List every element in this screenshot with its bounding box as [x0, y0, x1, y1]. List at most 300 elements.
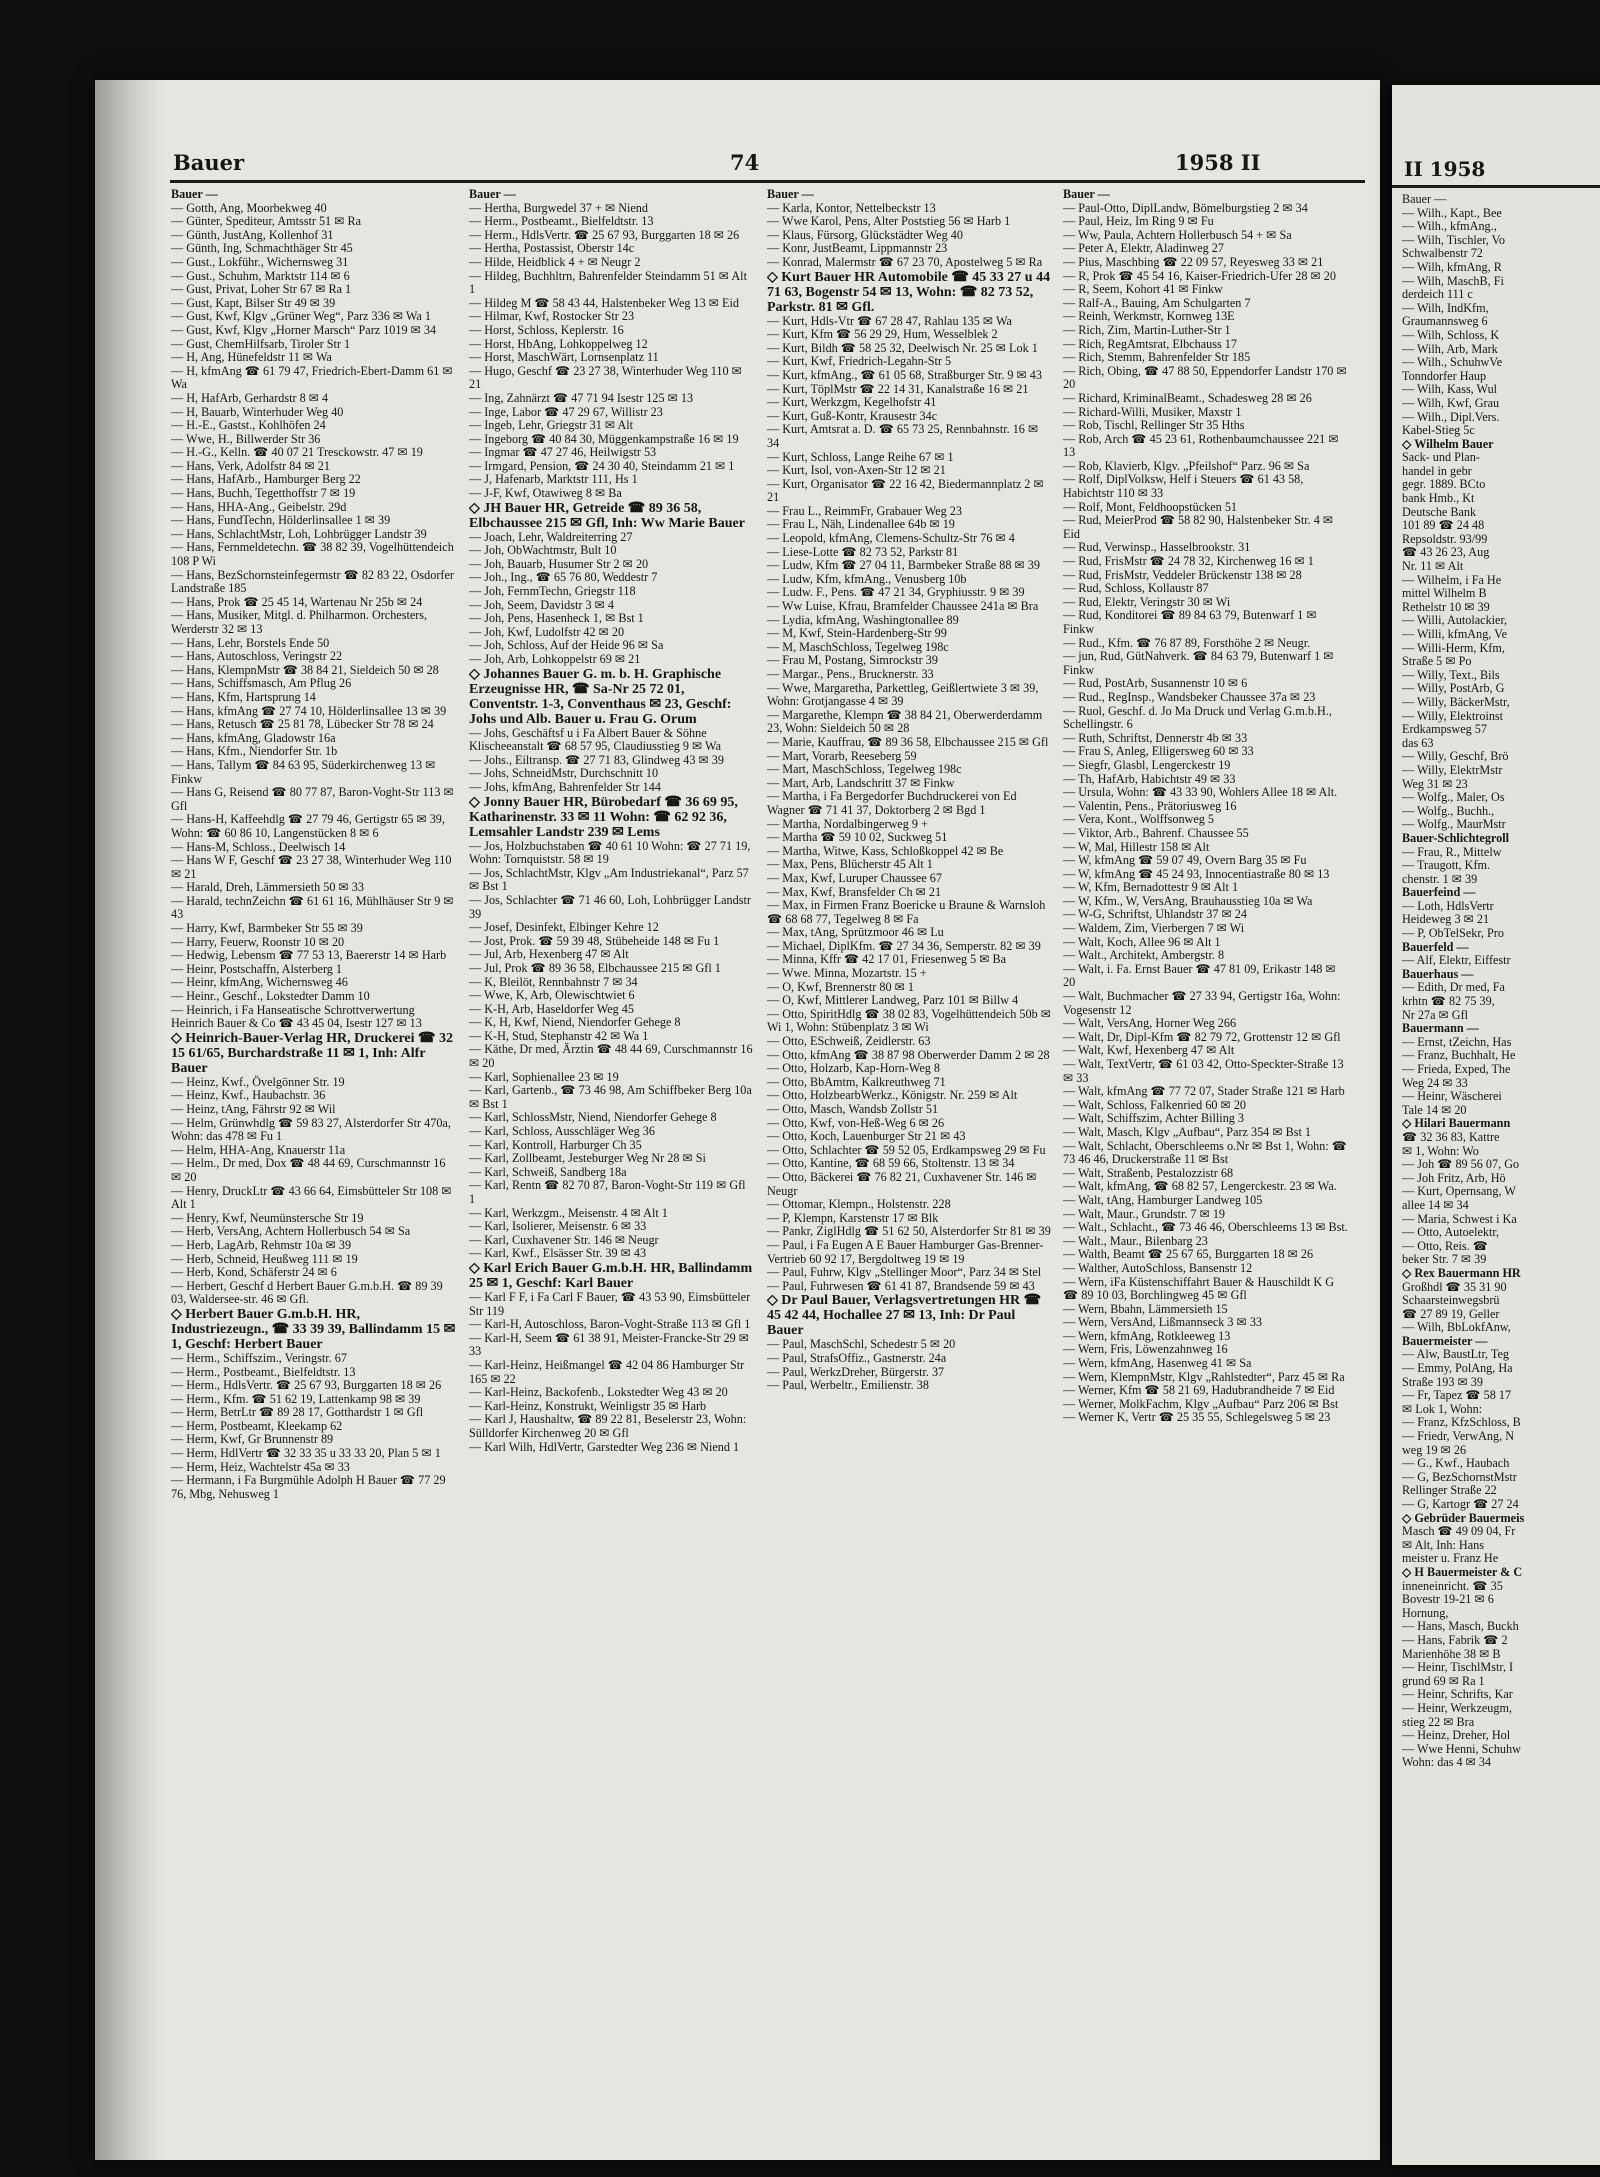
directory-entry: — H, Ang, Hünefeldstr 11 ✉ Wa [171, 350, 332, 365]
directory-entry: — Hans, kfmAng ☎ 27 74 10, Hölderlinsallee 13 ✉ 39 [171, 703, 447, 718]
column-head: Bauer — [469, 188, 516, 201]
directory-entry: — Kurt, Kfm ☎ 56 29 29, Hum, Wesselblek 2 [767, 327, 998, 342]
directory-entry: — Joh, Seem, Davidstr 3 ✉ 4 [469, 597, 614, 612]
directory-entry: — Franz, KfzSchloss, B [1402, 1415, 1521, 1430]
directory-entry: — Konrad, Malermstr ☎ 67 23 70, Apostelweg 5 ✉ Ra [767, 254, 1043, 269]
directory-entry: Deutsche Bank [1402, 504, 1477, 519]
directory-entry: — Joh, Pens, Hasenheck 1, ✉ Bst 1 [469, 611, 644, 626]
directory-entry: Weg 24 ✉ 33 [1402, 1075, 1468, 1090]
directory-entry: — Kurt, Isol, von-Axen-Str 12 ✉ 21 [767, 463, 946, 478]
directory-entry: — Herb, Schneid, Heußweg 111 ✉ 19 [171, 1251, 358, 1266]
column-head: Bauer — [767, 188, 814, 201]
directory-entry: — Kurt, kfmAng., ☎ 61 05 68, Straßburger Str. 9 ✉ 43 [767, 367, 1042, 382]
directory-entry: — Rich, Zim, Martin-Luther-Str 1 [1063, 322, 1231, 337]
directory-entry: — Herm, Postbeamt, Kleekamp 62 [171, 1418, 343, 1433]
directory-entry: — Walt, Dr, Dipl-Kfm ☎ 82 79 72, Grottenstr 12 ✉ Gfl [1063, 1029, 1341, 1044]
directory-entry: — Gust, Kapt, Bilser Str 49 ✉ 39 [171, 295, 336, 310]
directory-entry: Rethelstr 10 ✉ 39 [1402, 599, 1490, 614]
directory-entry: — Walt, Maur., Grundstr. 7 ✉ 19 [1063, 1206, 1226, 1221]
directory-entry: — Willy, ElektrMstr [1402, 762, 1503, 777]
directory-entry: — Rud, MeierProd ☎ 58 82 90, Halstenbeker Str. 4 ✉ Eid [1063, 513, 1334, 541]
directory-entry: — Ingeb, Lehr, Griegstr 31 ✉ Alt [469, 418, 634, 433]
directory-entry: — Heinr, Schrifts, Kar [1402, 1687, 1513, 1702]
directory-entry: — Walt., Architekt, Ambergstr. 8 [1063, 948, 1225, 963]
directory-entry: — Hans, SchlachtMstr, Loh, Lohbrügger Landstr 39 [171, 526, 427, 541]
directory-entry: Großhdl ☎ 35 31 90 [1402, 1279, 1507, 1294]
directory-entry: ◇ Karl Erich Bauer G.m.b.H. HR, Ballindamm 25 ✉ 1, Geschf: Karl Bauer [469, 1260, 753, 1291]
directory-entry: — K-H, Stud, Stephanstr 42 ✉ Wa 1 [469, 1028, 649, 1043]
column-1 [171, 188, 456, 2148]
directory-entry: — Hans, Autoschloss, Veringstr 22 [171, 649, 343, 664]
directory-entry: — Paul, MaschSchl, Schedestr 5 ✉ 20 [767, 1337, 956, 1352]
directory-entry: — Leopold, kfmAng, Clemens-Schultz-Str 76 ✉ 4 [767, 531, 1015, 546]
directory-entry: — Walt., Maur., Bilenbarg 23 [1063, 1233, 1208, 1248]
directory-entry: — Paul, WerkzDreher, Bürgerstr. 37 [767, 1364, 945, 1379]
directory-entry: — Karl, Rentn ☎ 82 70 87, Baron-Voght-Str 119 ✉ Gfl 1 [469, 1178, 746, 1206]
directory-entry: — M, MaschSchloss, Tegelweg 198c [767, 639, 949, 654]
directory-entry: derdeich 111 c [1402, 287, 1473, 302]
directory-entry: — Frau L, Näh, Lindenallee 64b ✉ 19 [767, 517, 955, 532]
directory-entry: — Hans, BezSchornsteinfegermstr ☎ 82 83 22, Osdorfer Landstraße 185 [171, 567, 454, 596]
directory-entry: — Hans, Lehr, Borstels Ende 50 [171, 635, 330, 650]
directory-entry: — Waldem, Zim, Vierbergen 7 ✉ Wi [1063, 921, 1245, 936]
directory-entry: — Karl-Heinz, Heißmangel ☎ 42 04 86 Hamburger Str 165 ✉ 22 [469, 1357, 745, 1386]
directory-entry: — Rud, Konditorei ☎ 89 84 63 79, Butenwarf 1 ✉ Finkw [1063, 608, 1317, 636]
directory-entry: — Werner, Kfm ☎ 58 21 69, Hadubrandheide 7 ✉ Eid [1063, 1383, 1335, 1398]
directory-entry: — K, H, Kwf, Niend, Niendorfer Gehege 8 [469, 1015, 681, 1030]
directory-entry: — Günth, Ing, Schmachthäger Str 45 [171, 241, 353, 256]
directory-entry: — Wilh, BbLokfAnw, [1402, 1320, 1511, 1335]
directory-entry: — Horst, MaschWärt, Lornsenplatz 11 [469, 350, 659, 365]
directory-entry: — Hans, HafArb., Hamburger Berg 22 [171, 472, 361, 487]
directory-entry: — Otto, Kantine, ☎ 68 59 66, Stoltenstr. 13 ✉ 34 [767, 1156, 1015, 1171]
directory-entry: — Wilh, Kwf, Grau [1402, 395, 1500, 410]
directory-entry: — Liese-Lotte ☎ 82 73 52, Parkstr 81 [767, 544, 959, 559]
directory-entry: — Hans G, Reisend ☎ 80 77 87, Baron-Voght-Str 113 ✉ Gfl [171, 785, 454, 813]
directory-entry: — H, HafArb, Gerhardstr 8 ✉ 4 [171, 390, 329, 405]
directory-entry: — Martha, i Fa Bergedorfer Buchdruckerei von Ed Wagner ☎ 71 41 37, Doktorberg 2 ✉ Bgd 1 [767, 789, 1017, 817]
directory-entry: meister u. Franz He [1402, 1551, 1499, 1566]
directory-entry: Repsoldstr. 93/99 [1402, 531, 1488, 546]
directory-entry: — Wolfg., Buchh., [1402, 803, 1495, 818]
directory-entry: Schwalbenstr 72 [1402, 246, 1483, 261]
directory-entry: — Otto, SpiritHdlg ☎ 38 02 83, Vogelhüttendeich 50b ✉ Wi 1, Wohn: Stübenplatz 3 ✉ Wi [767, 1006, 1051, 1035]
directory-entry: — Hans, HHA-Ang., Geibelstr. 29d [171, 499, 347, 514]
directory-entry: — Kurt, TöplMstr ☎ 22 14 31, Kanalstraße 16 ✉ 21 [767, 381, 1029, 396]
directory-entry: — Walt, Masch, Klgv „Aufbau“, Parz 354 ✉ Bst 1 [1063, 1124, 1311, 1139]
directory-entry: — Willy, PostArb, G [1402, 681, 1505, 696]
directory-entry: — Gust, Kwf, Klgv „Grüner Weg“, Parz 336 ✉ Wa 1 [171, 309, 431, 324]
directory-entry: — Heinr, Werkzeugm, [1402, 1700, 1512, 1715]
directory-entry: — Rud, Elektr, Veringstr 30 ✉ Wi [1063, 594, 1231, 609]
directory-entry: — Karl, SchlossMstr, Niend, Niendorfer Gehege 8 [469, 1110, 717, 1125]
directory-entry: ◇ Heinrich-Bauer-Verlag HR, Druckerei ☎ 32 15 61/65, Burchardstraße 11 ✉ 1, Inh: Alfr Bauer [171, 1030, 453, 1076]
directory-entry: — Hertha, Postassist, Oberstr 14c [469, 241, 635, 256]
running-head-name: Bauer [173, 150, 245, 175]
directory-entry: — Walt, Straßenb, Pestalozzistr 68 [1063, 1165, 1234, 1180]
directory-entry: — Frieda, Exped, The [1402, 1062, 1511, 1076]
directory-entry: — Kurt, Organisator ☎ 22 16 42, Biedermannplatz 2 ✉ 21 [767, 476, 1044, 505]
directory-entry: weg 19 ✉ 26 [1402, 1442, 1467, 1457]
column-head: Bauer — [1063, 188, 1110, 201]
directory-entry: — Rob, Arch ☎ 45 23 61, Rothenbaumchaussee 221 ✉ 13 [1063, 431, 1339, 460]
directory-entry: — Hans, Musiker, Mitgl. d. Philharmon. Orchesters, Werderstr 32 ✉ 13 [171, 608, 428, 636]
directory-entry: — Martha, Witwe, Kass, Schloßkoppel 42 ✉ Be [767, 843, 1004, 858]
directory-entry: — Hildeg M ☎ 58 43 44, Halstenbeker Weg 13 ✉ Eid [469, 295, 739, 310]
directory-entry: — Walt, Schlacht, Oberschleems o.Nr ✉ Bst 1, Wohn: ☎ 73 46 46, Druckerstraße 11 ✉ Bst [1063, 1138, 1347, 1167]
directory-entry: — Kurt, Hdls-Vtr ☎ 67 28 47, Rahlau 135 ✉ Wa [767, 313, 1012, 328]
directory-entry: — Ruol, Geschf. d. Jo Ma Druck und Verlag G.m.b.H., Schellingstr. 6 [1063, 703, 1332, 732]
directory-entry: — Kurt, Kwf, Friedrich-Legahn-Str 5 [767, 354, 952, 369]
directory-entry: — Heinrich, i Fa Hanseatische Schrottverwertung Heinrich Bauer & Co ☎ 43 45 04, Isestr 127 ✉ 13 [171, 1002, 422, 1031]
page-gutter-shadow [95, 80, 165, 2160]
directory-entry: — H, kfmAng ☎ 61 79 47, Friedrich-Ebert-Damm 61 ✉ Wa [171, 363, 453, 392]
directory-entry: — Wern, Bbahn, Lämmersieth 15 [1063, 1301, 1228, 1316]
directory-entry: — Karla, Kontor, Nettelbeckstr 13 [767, 200, 936, 215]
directory-entry: — Kurt, Opernsang, W [1402, 1184, 1516, 1199]
directory-entry: — Joach, Lehr, Waldreiterring 27 [469, 529, 633, 544]
directory-entry: — Wilh, MaschB, Fi [1402, 273, 1504, 288]
directory-entry: — Herb, LagArb, Rehmstr 10a ✉ 39 [171, 1237, 352, 1252]
directory-entry: Bauerfeind — [1402, 885, 1476, 900]
directory-entry: — Ludw, Kfm, kfmAng., Venusberg 10b [767, 571, 967, 586]
directory-entry: Bauermann — [1402, 1021, 1479, 1036]
directory-entry: — Heinr, Postschaffn, Alsterberg 1 [171, 961, 343, 976]
directory-entry: — Herm., HdlsVertr. ☎ 25 67 93, Burggarten 18 ✉ 26 [171, 1378, 442, 1393]
directory-entry: — Herm, HdlVertr ☎ 32 33 35 u 33 33 20, Plan 5 ✉ 1 [171, 1446, 441, 1461]
directory-entry: — Willy, Geschf, Brö [1402, 749, 1509, 764]
directory-entry: — Wilh, kfmAng, R [1402, 259, 1502, 274]
directory-entry: — Joh, ObWachtmstr, Bult 10 [469, 543, 617, 558]
directory-entry: — Willi-Herm, Kfm, [1402, 640, 1505, 655]
directory-entry: — Karl Wilh, HdlVertr, Garstedter Weg 236 ✉ Niend 1 [469, 1439, 740, 1454]
directory-entry: Straße 5 ✉ Po [1402, 654, 1472, 669]
directory-entry: — Wern, iFa Küstenschiffahrt Bauer & Hauschildt K G ☎ 89 10 03, Borchlingweg 45 ✉ Gfl [1063, 1274, 1335, 1303]
directory-entry: — Friedr, VerwAng, N [1402, 1429, 1515, 1444]
directory-entry: — Vera, Kont., Wolffsonweg 5 [1063, 812, 1215, 827]
directory-entry: — Henry, Kwf, Neumünstersche Str 19 [171, 1210, 364, 1225]
directory-entry: — G, Kartogr ☎ 27 24 [1402, 1497, 1519, 1511]
directory-entry: — Käthe, Dr med, Ärztin ☎ 48 44 69, Curschmannstr 16 ✉ 20 [469, 1042, 753, 1071]
directory-entry: — Willy, BäckerMstr, [1402, 694, 1510, 709]
directory-entry: Rellinger Straße 22 [1402, 1483, 1497, 1498]
directory-entry: Bauermeister — [1402, 1333, 1488, 1348]
directory-entry: — Harry, Feuerw, Roonstr 10 ✉ 20 [171, 934, 345, 949]
directory-entry: — Herm., Postbeamt., Bielfeldtstr. 13 [469, 214, 654, 229]
directory-entry: — Karl, Werkzgm., Meisenstr. 4 ✉ Alt 1 [469, 1205, 668, 1220]
directory-entry: — Inge, Labor ☎ 47 29 67, Willistr 23 [469, 404, 663, 419]
directory-entry: das 63 [1402, 735, 1434, 750]
directory-entry: — Walt, Koch, Allee 96 ✉ Alt 1 [1063, 934, 1221, 949]
directory-entry: — Hans, KlempnMstr ☎ 38 84 21, Sieldeich 50 ✉ 28 [171, 662, 439, 677]
directory-entry: gegr. 1889. BCto [1402, 477, 1486, 492]
directory-entry: — Karl, Schweiß, Sandberg 18a [469, 1164, 627, 1179]
directory-entry: — Hans, Masch, Buckh [1402, 1619, 1519, 1634]
directory-entry: — Max, in Firmen Franz Boericke u Braune & Warnsloh ☎ 68 68 77, Tegelweg 8 ✉ Fa [767, 898, 1046, 926]
directory-entry: — H, Bauarb, Winterhuder Weg 40 [171, 404, 344, 419]
directory-entry: — Karl-Heinz, Backofenb., Lokstedter Weg 43 ✉ 20 [469, 1385, 728, 1400]
directory-entry: ◇ Johannes Bauer G. m. b. H. Graphische Erzeugnisse HR, ☎ Sa-Nr 25 72 01, Conventstr. 1-3, Conventhaus ✉ 23, Geschf: Johs und Alb. Bauer u. Frau G. Orum [469, 666, 732, 727]
directory-entry: — Helm., Dr med, Dox ☎ 48 44 69, Curschmannstr 16 ✉ 20 [171, 1156, 446, 1184]
directory-entry: — Hans, Verk, Adolfstr 84 ✉ 21 [171, 458, 330, 473]
directory-entry: Tale 14 ✉ 20 [1402, 1102, 1467, 1117]
directory-entry: — Otto, HolzbearbWerkz., Königstr. Nr. 259 ✉ Alt [767, 1088, 1018, 1103]
directory-entry: — Franz, Buchhalt, He [1402, 1048, 1516, 1063]
directory-entry: ☎ 27 89 19, Geller [1402, 1306, 1500, 1321]
directory-entry: ◇ Wilhelm Bauer [1402, 436, 1494, 451]
directory-entry: 101 89 ☎ 24 48 [1402, 518, 1485, 533]
directory-entry: — Frau M, Postang, Simrockstr 39 [767, 653, 938, 668]
directory-entry: — Paul-Otto, DiplLandw, Bömelburgstieg 2 ✉ 34 [1063, 200, 1308, 215]
column-2 [469, 188, 754, 2148]
directory-entry: ☎ 43 26 23, Aug [1402, 545, 1490, 560]
directory-entry: — R, Prok ☎ 45 54 16, Kaiser-Friedrich-Ufer 28 ✉ 20 [1063, 268, 1336, 283]
directory-entry: — Horst, Schloss, Keplerstr. 16 [469, 322, 624, 337]
directory-entry: — Margar., Pens., Brucknerstr. 33 [767, 667, 934, 681]
directory-entry: — Kurt, Werkzgm, Kegelhofstr 41 [767, 395, 937, 410]
directory-entry: — Walt, Buchmacher ☎ 27 33 94, Gertigstr 16a, Wohn: Vogesenstr 12 [1063, 989, 1341, 1017]
directory-entry: — Walther, AutoSchloss, Bansenstr 12 [1063, 1260, 1253, 1275]
directory-entry: — Frau S, Anleg, Elligersweg 60 ✉ 33 [1063, 744, 1254, 759]
directory-entry: — Rud, Schloss, Kollaustr 87 [1063, 581, 1209, 596]
directory-entry: — Wern, kfmAng, Hasenweg 41 ✉ Sa [1063, 1356, 1252, 1371]
directory-entry: — G, BezSchornstMstr [1402, 1469, 1517, 1484]
directory-entry: — Otto, Masch, Wandsb Zollstr 51 [767, 1102, 939, 1116]
directory-entry: — Rob, Klavierb, Klgv. „Pfeilshof“ Parz. 96 ✉ Sa [1063, 458, 1310, 473]
directory-entry: — Herm., HdlsVertr. ☎ 25 67 93, Burggarten 18 ✉ 26 [469, 227, 740, 242]
page-number: 74 [730, 150, 760, 175]
directory-entry: — Joh, Schloss, Auf der Heide 96 ✉ Sa [469, 638, 664, 653]
directory-entry: — Marie, Kauffrau, ☎ 89 36 58, Elbchaussee 215 ✉ Gfl [767, 734, 1049, 749]
directory-entry: — Joh Fritz, Arb, Hö [1402, 1170, 1506, 1185]
directory-entry: — Rud., RegInsp., Wandsbeker Chaussee 37a ✉ 23 [1063, 689, 1316, 704]
directory-entry: — Gust., Lokführ., Wichernsweg 31 [171, 254, 349, 269]
directory-entry: — Rolf, DiplVolksw, Helf i Steuers ☎ 61 43 58, Habichtstr 110 ✉ 33 [1063, 472, 1304, 501]
directory-entry: — Peter A, Elektr, Aladinweg 27 [1063, 241, 1224, 256]
directory-entry: handel in gebr [1402, 463, 1472, 478]
directory-entry: ✉ Lok 1, Wohn: [1402, 1401, 1483, 1416]
directory-entry: — Kurt, Amtsrat a. D. ☎ 65 73 25, Rennbahnstr. 16 ✉ 34 [767, 422, 1039, 450]
directory-entry: — J-F, Kwf, Otawiweg 8 ✉ Ba [469, 486, 622, 501]
column-head: Bauer — [171, 188, 218, 201]
directory-entry: — Walt., Schlacht., ☎ 73 46 46, Oberschleems 13 ✉ Bst. [1063, 1220, 1348, 1235]
directory-entry: — Herb, VersAng, Achtern Hollerbusch 54 ✉ Sa [171, 1224, 411, 1239]
directory-entry: Kabel-Stieg 5c [1402, 423, 1475, 438]
directory-entry: — Karl, Kwf., Elsässer Str. 39 ✉ 43 [469, 1246, 647, 1261]
directory-entry: — Rich, Obing, ☎ 47 88 50, Eppendorfer Landstr 170 ✉ 20 [1063, 363, 1347, 392]
directory-entry: — Heinr, kfmAng, Wichernsweg 46 [171, 975, 348, 990]
directory-entry: — Rud, FrisMstr ☎ 24 78 32, Kirchenweg 16 ✉ 1 [1063, 554, 1314, 569]
directory-entry: — Harald, technZeichn ☎ 61 61 16, Mühlhäuser Str 9 ✉ 43 [171, 893, 454, 922]
right-column [1402, 193, 1600, 2153]
directory-entry: — Joh, Bauarb, Husumer Str 2 ✉ 20 [469, 556, 649, 571]
directory-entry: — Paul, i Fa Eugen A E Bauer Hamburger Gas-Brenner-Vertrieb 60 92 17, Bergdoltweg 19 ✉ 19 [767, 1237, 1044, 1266]
directory-entry: Schaarsteinwegsbrü [1402, 1293, 1500, 1308]
directory-entry: — W-G, Schriftst, Uhlandstr 37 ✉ 24 [1063, 907, 1247, 922]
directory-entry: Nr 27a ✉ Gfl [1402, 1007, 1469, 1022]
directory-entry: ◇ Gebrüder Bauermeis [1402, 1510, 1525, 1525]
directory-entry: Erdkampsweg 57 [1402, 722, 1487, 737]
directory-entry: — Minna, Kffr ☎ 42 17 01, Friesenweg 5 ✉ Ba [767, 952, 1007, 967]
directory-entry: — Herbert, Geschf d Herbert Bauer G.m.b.H. ☎ 89 39 03, Waldersee-str. 46 ✉ Gfl. [171, 1278, 443, 1307]
directory-entry: ◇ Rex Bauermann HR [1402, 1265, 1521, 1280]
directory-entry: ◇ Dr Paul Bauer, Verlagsvertretungen HR ☎ 45 42 44, Hochallee 27 ✉ 13, Inh: Dr Paul Bauer [767, 1293, 1042, 1339]
directory-entry: — Herm., Kfm. ☎ 51 62 19, Lattenkamp 98 ✉ 39 [171, 1391, 421, 1406]
directory-entry: — Konr, JustBeamt, Lippmannstr 23 [767, 241, 948, 256]
directory-entry: — Karl, Kontroll, Harburger Ch 35 [469, 1137, 642, 1152]
directory-entry: — Willy, Text., Bils [1402, 667, 1500, 682]
directory-entry: — Henry, DruckLtr ☎ 43 66 64, Eimsbütteler Str 108 ✉ Alt 1 [171, 1183, 452, 1212]
directory-entry: — Hans-H, Kaffeehdlg ☎ 27 79 46, Gertigstr 65 ✉ 39, Wohn: ☎ 60 86 10, Langenstücken 8 ✉ 6 [171, 812, 445, 840]
directory-entry: — Hans, Tallym ☎ 84 63 95, Süderkirchenweg 13 ✉ Finkw [171, 757, 436, 786]
right-running-head: II 1958 [1404, 157, 1486, 181]
directory-entry: — Wern, KlempnMstr, Klgv „Rahlstedter“, Parz 45 ✉ Ra [1063, 1369, 1345, 1384]
running-head-year: 1958 II [1175, 150, 1261, 175]
directory-entry: — Harald, Dreh, Lämmersieth 50 ✉ 33 [171, 880, 364, 895]
directory-entry: — Reinh, Werkmstr, Kornweg 13E [1063, 309, 1235, 324]
directory-entry: — P, Klempn, Karstenstr 17 ✉ Blk [767, 1210, 939, 1225]
directory-entry: — Karl, Cuxhavener Str. 146 ✉ Neugr [469, 1232, 659, 1247]
directory-entry: — Th, HafArb, Habichtstr 49 ✉ 33 [1063, 771, 1236, 786]
directory-entry: — Karl, Zollbeamt, Jesteburger Weg Nr 28 ✉ Si [469, 1151, 706, 1166]
directory-entry: — Willi, kfmAng, Ve [1402, 627, 1508, 641]
directory-entry: Tonndorfer Haup [1402, 368, 1487, 383]
directory-entry: — Rich, Stemm, Bahrenfelder Str 185 [1063, 350, 1251, 365]
directory-entry: — G., Kwf., Haubach [1402, 1456, 1510, 1471]
directory-entry: — Walt, kfmAng, ☎ 68 82 57, Lengerckestr. 23 ✉ Wa. [1063, 1179, 1337, 1194]
directory-entry: — Otto, BbAmtm, Kalkreuthweg 71 [767, 1074, 946, 1089]
directory-entry: — Fr, Tapez ☎ 58 17 [1402, 1388, 1512, 1403]
directory-entry: chenstr. 1 ✉ 39 [1402, 871, 1478, 886]
directory-entry: — Ruth, Schriftst, Dennerstr 4b ✉ 33 [1063, 730, 1248, 745]
directory-entry: krhtn ☎ 82 75 39, [1402, 994, 1495, 1009]
directory-entry: — W, Kfm, Bernadottestr 9 ✉ Alt 1 [1063, 880, 1239, 895]
left-page [95, 80, 1380, 2160]
directory-entry: bank Hmb., Kt [1402, 491, 1475, 506]
directory-entry: — Frau L., ReimmFr, Grabauer Weg 23 [767, 503, 962, 518]
directory-entry: — Johs, kfmAng, Bahrenfelder Str 144 [469, 779, 661, 794]
directory-entry: — Paul, Fuhrwesen ☎ 61 41 87, Brandsende 59 ✉ 43 [767, 1278, 1035, 1293]
directory-entry: — Lydia, kfmAng, Washingtonallee 89 [767, 612, 959, 627]
directory-entry: — Traugott, Kfm. [1402, 858, 1491, 873]
directory-entry: Hornung, [1402, 1605, 1449, 1620]
directory-entry: — Wilh., SchuhwVe [1402, 355, 1503, 370]
directory-entry: — Wern, kfmAng, Rotkleeweg 13 [1063, 1328, 1231, 1343]
directory-entry: — Joh ☎ 89 56 07, Go [1402, 1157, 1520, 1172]
directory-entry: — Martha ☎ 59 10 02, Suckweg 51 [767, 830, 948, 845]
directory-entry: — Wwe, H., Billwerder Str 36 [171, 431, 321, 446]
directory-entry: — Heinr, TischlMstr, I [1402, 1660, 1514, 1675]
directory-entry: — Heinz, Kwf., Övelgönner Str. 19 [171, 1074, 345, 1089]
directory-entry: Sack- und Plan- [1402, 450, 1480, 465]
directory-entry: — Wilhelm, i Fa He [1402, 572, 1502, 587]
directory-entry: — Herm, BetrLtr ☎ 89 28 17, Gotthardstr 1 ✉ Gfl [171, 1405, 424, 1420]
column-4 [1063, 188, 1348, 2148]
directory-entry: — Joh, Kwf, Ludolfstr 42 ✉ 20 [469, 624, 625, 639]
directory-entry: — Walt, Schiffszim, Achter Billing 3 [1063, 1111, 1245, 1126]
directory-entry: — jun, Rud, GütNahverk. ☎ 84 63 79, Butenwarf 1 ✉ Finkw [1063, 649, 1334, 677]
directory-entry: — Josef, Desinfekt, Elbinger Kehre 12 [469, 920, 659, 935]
directory-entry: — Otto, Schlachter ☎ 59 52 05, Erdkampsweg 29 ✉ Fu [767, 1142, 1046, 1157]
directory-entry: Weg 31 ✉ 23 [1402, 776, 1468, 791]
directory-entry: — Günter, Spediteur, Amtsstr 51 ✉ Ra [171, 214, 361, 229]
directory-entry: — Karl F F, i Fa Carl F Bauer, ☎ 43 53 90, Eimsbütteler Str 119 [469, 1289, 751, 1318]
directory-entry: Marienhöhe 38 ✉ B [1402, 1646, 1501, 1661]
directory-entry: — Heinr, Wäscherei [1402, 1089, 1502, 1104]
directory-entry: — Hilmar, Kwf, Rostocker Str 23 [469, 309, 635, 324]
directory-entry: — Hertha, Burgwedel 37 + ✉ Niend [469, 200, 648, 215]
column-3 [767, 188, 1052, 2148]
directory-entry: — Wilh, IndKfm, [1402, 300, 1489, 315]
directory-entry: — K, Bleilöt, Rennbahnstr 7 ✉ 34 [469, 974, 638, 989]
directory-entry: — Rob, Tischl, Rellinger Str 35 Hths [1063, 418, 1245, 433]
directory-entry: — Hans, Schiffsmasch, Am Pflug 26 [171, 676, 352, 691]
directory-entry: — Heinz, Dreher, Hol [1402, 1728, 1511, 1743]
directory-entry: — Karl J, Haushaltw, ☎ 89 22 81, Beselerstr 23, Wohn: Sülldorfer Kirchenweg 20 ✉ Gfl [469, 1412, 747, 1440]
directory-entry: — Otto, Holzarb, Kap-Horn-Weg 8 [767, 1061, 940, 1076]
directory-entry: — Max, Pens, Blücherstr 45 Alt 1 [767, 857, 933, 872]
directory-entry: — Wilh, Tischler, Vo [1402, 232, 1505, 247]
directory-entry: — Pius, Maschbing ☎ 22 09 57, Reyesweg 33 ✉ 21 [1063, 254, 1324, 269]
directory-entry: — Wilh, Schloss, K [1402, 327, 1500, 342]
directory-entry: — W, Kfm., W, VersAng, Brauhausstieg 10a ✉ Wa [1063, 893, 1313, 908]
directory-entry: — Max, Kwf, Luruper Chaussee 67 [767, 870, 942, 885]
directory-entry: — Herb, Kond, Schäferstr 24 ✉ 6 [171, 1265, 337, 1280]
directory-entry: — Heinz, Kwf., Haubachstr. 36 [171, 1088, 326, 1103]
directory-entry: — Wilh, Arb, Mark [1402, 341, 1498, 356]
directory-entry: — Wilh., Dipl.Vers. [1402, 409, 1500, 424]
directory-entry: — Ludw, Kfm ☎ 27 04 11, Barmbeker Straße 88 ✉ 39 [767, 558, 1040, 573]
directory-entry: allee 14 ✉ 34 [1402, 1197, 1469, 1212]
directory-entry: — J, Hafenarb, Marktstr 111, Hs 1 [469, 472, 638, 487]
directory-entry: — Otto, Koch, Lauenburger Str 21 ✉ 43 [767, 1129, 966, 1144]
directory-entry: — Paul, StrafsOffiz., Gastnerstr. 24a [767, 1350, 947, 1365]
directory-entry: grund 69 ✉ Ra 1 [1402, 1673, 1485, 1688]
directory-entry: — Hans, Fabrik ☎ 2 [1402, 1632, 1508, 1647]
directory-entry: Nr. 11 ✉ Alt [1402, 559, 1464, 574]
directory-entry: — Pankr, ZiglHdlg ☎ 51 62 50, Alsterdorfer Str 81 ✉ 39 [767, 1224, 1051, 1239]
directory-entry: — Jos, Holzbuchstaben ☎ 40 61 10 Wohn: ☎ 27 71 19, Wohn: Tornquiststr. 58 ✉ 19 [469, 838, 751, 867]
directory-entry: — Otto, kfmAng ☎ 38 87 98 Oberwerder Damm 2 ✉ 28 [767, 1047, 1050, 1062]
directory-entry: Masch ☎ 49 09 04, Fr [1402, 1524, 1516, 1539]
directory-entry: — Ursula, Wohn: ☎ 43 33 90, Wohlers Allee 18 ✉ Alt. [1063, 785, 1338, 800]
directory-entry: — Karl-H, Autoschloss, Baron-Voght-Straße 113 ✉ Gfl 1 [469, 1317, 751, 1332]
directory-entry: — Gust, ChemHilfsarb, Tiroler Str 1 [171, 336, 351, 351]
directory-entry: — W, kfmAng ☎ 45 24 93, Innocentiastraße 80 ✉ 13 [1063, 866, 1330, 881]
directory-entry: — W, kfmAng ☎ 59 07 49, Overn Barg 35 ✉ Fu [1063, 853, 1307, 868]
directory-entry: — Walt, i. Fa. Ernst Bauer ☎ 47 81 09, Erikastr 148 ✉ 20 [1063, 961, 1336, 990]
directory-entry: — Joh, FernmTechn, Griegstr 118 [469, 584, 636, 599]
directory-entry: — Ludw. F., Pens. ☎ 47 21 34, Gryphiusstr. 9 ✉ 39 [767, 585, 1025, 600]
directory-entry: — Hans-M, Schloss., Deelwisch 14 [171, 839, 346, 854]
directory-entry: — Hans, Kfm, Hartsprung 14 [171, 689, 316, 704]
directory-entry: — Martha, Nordalbingerweg 9 + [767, 816, 928, 831]
directory-entry: — Michael, DiplKfm. ☎ 27 34 36, Semperstr. 82 ✉ 39 [767, 938, 1041, 953]
directory-entry: Straße 193 ✉ 39 [1402, 1374, 1483, 1389]
directory-entry: — Otto, Bäckerei ☎ 76 82 21, Cuxhavener Str. 146 ✉ Neugr [767, 1169, 1037, 1198]
directory-entry: — Ww, Paula, Achtern Hollerbusch 54 + ✉ Sa [1063, 227, 1292, 242]
directory-entry: — Wern, VersAnd, Lißmannseck 3 ✉ 33 [1063, 1315, 1263, 1330]
directory-entry: — Johs, Geschäftsf u i Fa Albert Bauer & Söhne Klischeeanstalt ☎ 68 57 95, Claudiusstieg 9 ✉ Wa [469, 725, 721, 754]
directory-entry: — Karl, Isolierer, Meisenstr. 6 ✉ 33 [469, 1219, 647, 1234]
directory-entry: — Wilh., Kapt., Bee [1402, 205, 1502, 220]
directory-entry: — Irmgard, Pension, ☎ 24 30 40, Steindamm 21 ✉ 1 [469, 458, 735, 473]
directory-entry: — Helm, HHA-Ang, Knauerstr 11a [171, 1142, 346, 1157]
directory-entry: — Rud, FrisMstr, Veddeler Brückenstr 138 ✉ 28 [1063, 567, 1302, 582]
directory-entry: — Hilde, Heidblick 4 + ✉ Neugr 2 [469, 254, 641, 269]
directory-entry: — Wwe Karol, Pens, Alter Poststieg 56 ✉ Harb 1 [767, 214, 1011, 229]
directory-entry: Bauer — [1402, 193, 1447, 206]
